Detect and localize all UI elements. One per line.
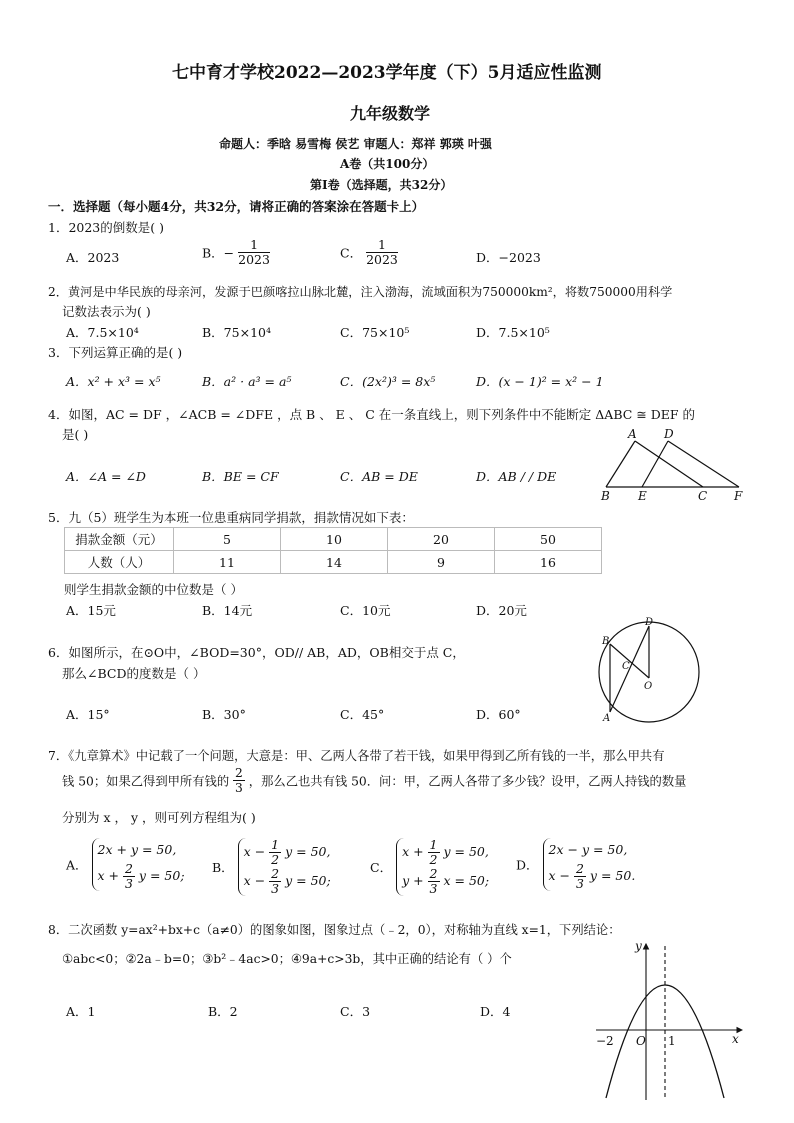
part-label: 第Ⅰ卷（选择题，共32分） bbox=[310, 178, 453, 192]
q7-option-a bbox=[66, 838, 185, 891]
q7-option-a-label: A． bbox=[66, 857, 88, 873]
q6-option-b: B．30° bbox=[202, 707, 246, 722]
q7-a2-num: 2 bbox=[125, 861, 133, 876]
q4-label-a: A bbox=[628, 428, 637, 441]
q7-d-eq2-start: x − bbox=[548, 868, 574, 883]
q4-triangle-figure bbox=[598, 428, 748, 504]
q7-b-eq2-end: y = 50; bbox=[281, 873, 331, 888]
q7-b-eq1-start: x − bbox=[243, 844, 270, 859]
q8-option-b: B．2 bbox=[208, 1004, 238, 1019]
q7-c-eq2-fraction bbox=[428, 867, 440, 896]
q6-label-d: D bbox=[645, 617, 654, 628]
q1-option-a: A．2023 bbox=[66, 250, 120, 265]
q1-c-den: 2023 bbox=[366, 252, 398, 267]
table-row bbox=[65, 528, 602, 551]
q7-c-eq1 bbox=[402, 838, 489, 867]
q2-option-c: C．75×10⁵ bbox=[340, 325, 410, 340]
q7-d2-den: 3 bbox=[576, 876, 584, 891]
q1-option-d: D．−2023 bbox=[476, 250, 541, 265]
exam-subject: 九年级数学 bbox=[350, 104, 431, 123]
q5-option-d: D．20元 bbox=[476, 603, 527, 618]
q5-option-c: C．10元 bbox=[340, 603, 391, 618]
q2-line1: 2．黄河是中华民族的母亲河，发源于巴颜喀拉山脉北麓，注入渤海，流域面积为750000km²，将数750000用科学 bbox=[48, 285, 673, 299]
q6-label-c: C bbox=[622, 661, 630, 672]
q7-b2-num: 2 bbox=[271, 866, 280, 881]
q8-label-o: O bbox=[636, 1034, 646, 1048]
q1-b-den: 2023 bbox=[238, 252, 270, 267]
q7-f-num: 2 bbox=[235, 766, 243, 780]
q7-option-b-system bbox=[238, 838, 331, 896]
q7-b-eq1 bbox=[244, 838, 331, 867]
q1-c-num: 1 bbox=[366, 238, 398, 253]
q4-line2: 是( ) bbox=[62, 427, 89, 442]
q8-label-neg2: −2 bbox=[596, 1034, 614, 1048]
q7-c2-num: 2 bbox=[429, 866, 438, 881]
q7-option-d bbox=[516, 838, 635, 891]
q7-d-eq2 bbox=[549, 862, 636, 891]
q5-after-text: 则学生捐款金额的中位数是（ ） bbox=[64, 582, 243, 597]
q4-label-d: D bbox=[664, 428, 674, 441]
exam-authors: 命题人：季晗 易雪梅 侯艺 审题人：郑祥 郭瑛 叶强 bbox=[219, 137, 492, 151]
q7-option-c bbox=[370, 838, 489, 896]
q6-option-a: A．15° bbox=[66, 707, 110, 722]
q4-label-f: F bbox=[734, 489, 743, 503]
q7-b-eq2-start: x − bbox=[243, 873, 270, 888]
q7-c-eq1-start: x + bbox=[402, 844, 428, 859]
q7-b-eq2 bbox=[244, 867, 331, 896]
q7-b1-num: 1 bbox=[271, 837, 280, 852]
q4-option-c: C．AB = DE bbox=[340, 469, 418, 484]
q7-line2-fraction bbox=[233, 766, 245, 795]
q3-option-b: B．a² · a³ = a⁵ bbox=[202, 374, 292, 389]
table-cell: 人数（人） bbox=[65, 551, 174, 574]
q7-line1: 7．《九章算术》中记载了一个问题，大意是：甲、乙两人各带了若干钱，如果甲得到乙所有钱的一半，那么甲共有 bbox=[48, 749, 665, 763]
q7-b-eq1-fraction bbox=[269, 838, 281, 867]
q7-b-eq1-end: y = 50, bbox=[281, 844, 331, 859]
q4-option-a: A．∠A = ∠D bbox=[66, 469, 146, 484]
q4-option-d: D．AB / / DE bbox=[476, 469, 557, 484]
q6-line2: 那么∠BCD的度数是（ ） bbox=[62, 666, 206, 681]
q7-option-b bbox=[212, 838, 331, 896]
q6-option-d: D．60° bbox=[476, 707, 521, 722]
q7-d-eq2-end: y = 50. bbox=[585, 868, 636, 883]
q8-label-y: y bbox=[635, 939, 642, 953]
q2-option-b: B．75×10⁴ bbox=[202, 325, 271, 340]
q2-line2: 记数法表示为( ) bbox=[62, 304, 151, 319]
q5-option-a: A．15元 bbox=[66, 603, 116, 618]
q8-line1: 8．二次函数 y=ax²+bx+c（a≠0）的图象如图，图象过点（﹣2，0），对称轴为直线 x=1，下列结论： bbox=[48, 923, 621, 937]
q7-option-b-label: B． bbox=[212, 860, 234, 875]
q6-label-o: O bbox=[644, 681, 653, 692]
q7-a2-den: 3 bbox=[125, 876, 133, 891]
q6-circle-figure bbox=[592, 612, 712, 724]
q2-option-d: D．7.5×10⁵ bbox=[476, 325, 550, 340]
q7-b1-den: 2 bbox=[271, 852, 280, 867]
q3-option-d: D．(x − 1)² = x² − 1 bbox=[476, 374, 604, 389]
q8-option-c: C．3 bbox=[340, 1004, 371, 1019]
q7-b-eq2-fraction bbox=[269, 867, 281, 896]
q7-c2-den: 3 bbox=[429, 881, 438, 896]
q7-line2 bbox=[62, 766, 686, 795]
q1-option-c bbox=[340, 238, 398, 267]
q5-donation-table bbox=[64, 527, 602, 574]
q1-option-c-prefix: C． bbox=[340, 245, 363, 261]
q7-c-eq1-fraction bbox=[428, 838, 440, 867]
q1-option-b-fraction bbox=[238, 238, 270, 267]
table-cell: 14 bbox=[281, 551, 388, 574]
table-cell: 捐款金额（元） bbox=[65, 528, 174, 551]
q7-a-eq2-fraction bbox=[123, 862, 135, 891]
q6-label-b: B bbox=[602, 636, 610, 647]
q7-a-eq2-start: x + bbox=[97, 868, 123, 883]
table-cell: 11 bbox=[174, 551, 281, 574]
q7-f-den: 3 bbox=[235, 781, 243, 795]
q7-c-eq2-end: x = 50; bbox=[439, 873, 490, 888]
q7-c-eq1-end: y = 50, bbox=[439, 844, 489, 859]
q7-a-eq2 bbox=[98, 862, 185, 891]
q7-option-a-system bbox=[92, 838, 185, 891]
q7-a-eq2-end: y = 50; bbox=[134, 868, 185, 883]
q6-line1: 6．如图所示，在⊙O中，∠BOD=30°，OD// AB，AD，OB相交于点 C， bbox=[48, 645, 465, 660]
q8-label-1: 1 bbox=[668, 1034, 676, 1048]
q2-option-a: A．7.5×10⁴ bbox=[66, 325, 139, 340]
q4-segment-ba bbox=[606, 441, 635, 487]
q4-line1: 4．如图，AC = DF ，∠ACB = ∠DFE ，点 B 、 E 、 C 在一条直线上，则下列条件中不能断定 ΔABC ≅ DEF 的 bbox=[48, 407, 696, 422]
q7-d-eq2-fraction bbox=[574, 862, 586, 891]
q3-stem: 3．下列运算正确的是( ) bbox=[48, 345, 183, 360]
table-cell: 50 bbox=[495, 528, 602, 551]
table-cell: 5 bbox=[174, 528, 281, 551]
q7-a-eq1: 2x + y = 50, bbox=[97, 842, 177, 857]
q8-option-d: D．4 bbox=[480, 1004, 511, 1019]
q7-c1-den: 2 bbox=[429, 852, 438, 867]
q1-option-c-fraction bbox=[366, 238, 398, 267]
q7-option-d-label: D． bbox=[516, 857, 539, 873]
q4-option-b: B．BE = CF bbox=[202, 469, 279, 484]
table-cell: 10 bbox=[281, 528, 388, 551]
q4-segment-df bbox=[668, 441, 739, 487]
q7-c-eq2 bbox=[402, 867, 489, 896]
q8-line2: ①abc<0；②2a﹣b=0；③b²﹣4ac>0；④9a+c>3b，其中正确的结论有（ ）个 bbox=[62, 952, 512, 966]
q7-line2-start: 钱 50；如果乙得到甲所有钱的 bbox=[62, 774, 230, 789]
q8-parabola-figure bbox=[592, 936, 752, 1104]
table-cell: 16 bbox=[495, 551, 602, 574]
table-cell: 9 bbox=[388, 551, 495, 574]
q4-segment-ac bbox=[635, 441, 703, 487]
q3-option-c: C．(2x²)³ = 8x⁵ bbox=[340, 374, 436, 389]
q7-c1-num: 1 bbox=[429, 837, 438, 852]
q8-option-a: A．1 bbox=[66, 1004, 96, 1019]
q5-option-b: B．14元 bbox=[202, 603, 253, 618]
q7-b2-den: 3 bbox=[271, 881, 280, 896]
q7-c-eq2-start: y + bbox=[402, 873, 428, 888]
q4-label-c: C bbox=[698, 489, 708, 503]
q7-d-eq1: 2x − y = 50, bbox=[548, 842, 628, 857]
q7-d2-num: 2 bbox=[576, 861, 584, 876]
q4-label-e: E bbox=[638, 489, 647, 503]
q8-label-x: x bbox=[732, 1032, 739, 1046]
q1-b-num: 1 bbox=[238, 238, 270, 253]
q3-option-a: A．x² + x³ = x⁵ bbox=[66, 374, 161, 389]
q1-stem: 1．2023的倒数是( ) bbox=[48, 220, 164, 235]
q7-line2-end: ，那么乙也共有钱 50．问：甲，乙两人各带了多少钱？设甲，乙两人持钱的数量 bbox=[248, 774, 687, 789]
q6-label-a: A bbox=[603, 713, 611, 724]
table-cell: 20 bbox=[388, 528, 495, 551]
q1-option-b-prefix: B．− bbox=[202, 245, 235, 261]
paper-label: A卷（共100分） bbox=[340, 157, 435, 171]
table-row bbox=[65, 551, 602, 574]
q6-option-c: C．45° bbox=[340, 707, 385, 722]
q7-option-c-system bbox=[396, 838, 489, 896]
q4-label-b: B bbox=[601, 489, 610, 503]
q7-line3: 分别为 x ， y ，则可列方程组为( ) bbox=[62, 810, 256, 825]
q5-stem: 5．九（5）班学生为本班一位患重病同学捐款，捐款情况如下表： bbox=[48, 510, 414, 525]
q7-option-c-label: C． bbox=[370, 860, 393, 875]
section-heading: 一．选择题（每小题4分，共32分，请将正确的答案涂在答题卡上） bbox=[48, 199, 425, 214]
exam-title: 七中育才学校2022—2023学年度（下）5月适应性监测 bbox=[172, 63, 602, 83]
q7-option-d-system bbox=[543, 838, 636, 891]
q1-option-b bbox=[202, 238, 270, 267]
